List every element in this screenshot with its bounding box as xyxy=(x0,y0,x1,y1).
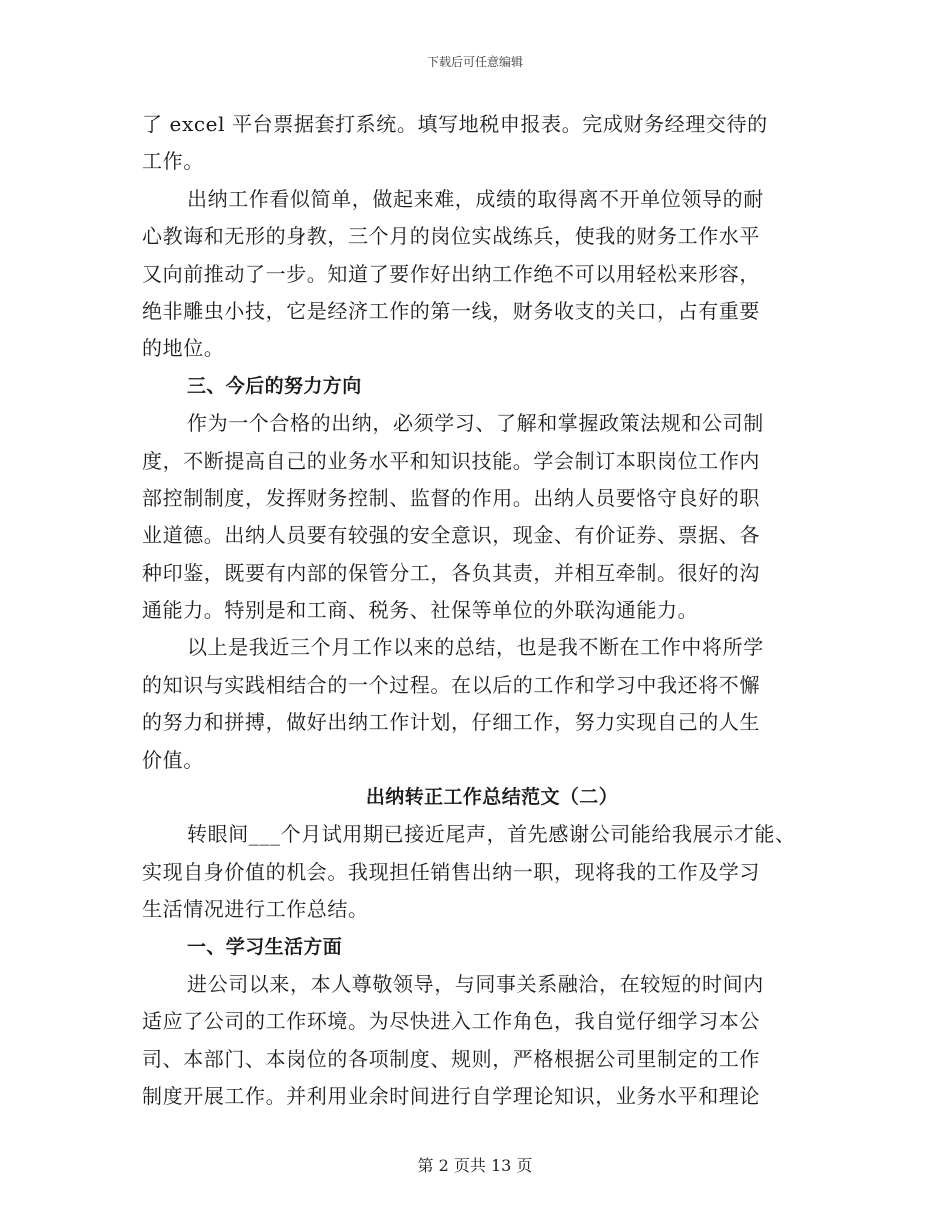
text-line: 制度开展工作。并利用业余时间进行自学理论知识，业务水平和理论 xyxy=(142,1084,760,1109)
page-footer: 第 2 页共 13 页 xyxy=(417,1156,533,1175)
paragraph-first-line: 作为一个合格的出纳，必须学习、了解和掌握政策法规和公司制 xyxy=(187,411,764,436)
text-line: 绝非雕虫小技，它是经济工作的第一线，财务收支的关口，占有重要 xyxy=(142,298,760,323)
paragraph-first-line: 以上是我近三个月工作以来的总结，也是我不断在工作中将所学 xyxy=(187,635,764,660)
text-line: 种印鉴，既要有内部的保管分工，各负其责，并相互牵制。很好的沟 xyxy=(142,560,760,585)
text-line: 工作。 xyxy=(142,149,204,174)
text-line: 度，不断提高自己的业务水平和知识技能。学会制订本职岗位工作内 xyxy=(142,448,760,473)
text-line: 的努力和拼搏，做好出纳工作计划，仔细工作，努力实现自己的人生 xyxy=(142,710,760,735)
paragraph-first-line: 进公司以来，本人尊敬领导，与同事关系融洽，在较短的时间内 xyxy=(187,971,764,996)
text-line: 的知识与实践相结合的一个过程。在以后的工作和学习中我还将不懈 xyxy=(142,672,760,697)
document-body xyxy=(142,106,822,1116)
text-line: 业道德。出纳人员要有较强的安全意识，现金、有价证券、票据、各 xyxy=(142,523,760,548)
section-heading: 一、学习生活方面 xyxy=(187,935,343,958)
text-line: 实现自身价值的机会。我现担任销售出纳一职，现将我的工作及学习 xyxy=(142,859,760,884)
text-line: 通能力。特别是和工商、税务、社保等单位的外联沟通能力。 xyxy=(142,598,699,623)
text-line: 了 excel 平台票据套打系统。填写地税申报表。完成财务经理交待的 xyxy=(142,112,768,136)
text-line: 司、本部门、本岗位的各项制度、规则，严格根据公司里制定的工作 xyxy=(142,1046,760,1071)
paragraph-first-line: 转眼间___个月试用期已接近尾声，首先感谢公司能给我展示才能、 xyxy=(187,822,796,847)
text-line: 心教诲和无形的身教，三个月的岗位实战练兵，使我的财务工作水平 xyxy=(142,224,760,249)
paragraph-first-line: 出纳工作看似简单，做起来难，成绩的取得离不开单位领导的耐 xyxy=(187,186,764,211)
page-header: 下载后可任意编辑 xyxy=(426,55,523,69)
section-heading: 三、今后的努力方向 xyxy=(187,374,362,397)
text-line: 的地位。 xyxy=(142,336,225,361)
text-line: 适应了公司的工作环境。为尽快进入工作角色，我自觉仔细学习本公 xyxy=(142,1009,760,1034)
text-line: 价值。 xyxy=(142,747,204,772)
text-line: 又向前推动了一步。知道了要作好出纳工作绝不可以用轻松来形容， xyxy=(142,261,760,286)
text-line: 部控制制度，发挥财务控制、监督的作用。出纳人员要恪守良好的职 xyxy=(142,485,760,510)
document-title: 出纳转正工作总结范文（二） xyxy=(365,786,619,809)
text-line: 生活情况进行工作总结。 xyxy=(142,897,369,922)
